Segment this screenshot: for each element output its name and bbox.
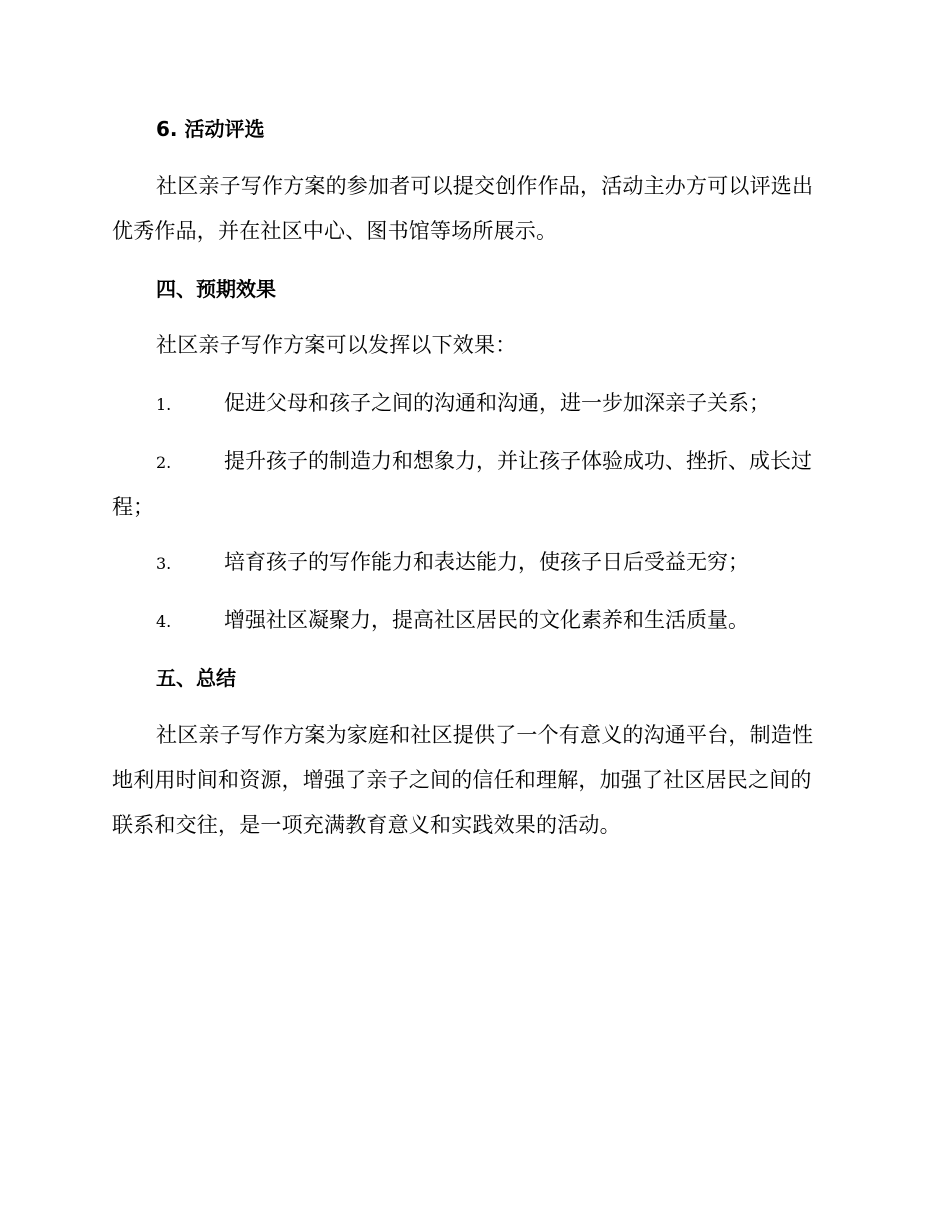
list-item-text: 培育孩子的写作能力和表达能力，使孩子日后受益无穷； [224, 550, 749, 574]
list-item-number: 4. [156, 612, 172, 631]
section-heading-expected-effects: 四、预期效果 [156, 277, 276, 301]
list-item [112, 381, 837, 427]
list-item-number: 1. [156, 395, 172, 414]
list-item-text: 提升孩子的制造力和想象力，并让孩子体验成功、挫折、成长过程； [112, 449, 812, 519]
paragraph-summary: 社区亲子写作方案为家庭和社区提供了一个有意义的沟通平台，制造性地利用时间和资源，增强了亲子之间的信任和理解，加强了社区居民之间的联系和交往，是一项充满教育意义和实践效果的活动。 [112, 723, 814, 837]
list-item-number: 3. [156, 554, 172, 573]
list-item [112, 598, 837, 644]
list-item [112, 540, 837, 586]
list-item-text: 促进父母和孩子之间的沟通和沟通，进一步加深亲子关系； [224, 391, 770, 415]
list-item-number: 2. [156, 453, 172, 472]
section-heading-summary: 五、总结 [156, 666, 236, 690]
list-item-text: 增强社区凝聚力，提高社区居民的文化素养和生活质量。 [224, 608, 749, 632]
paragraph-activity-selection: 社区亲子写作方案的参加者可以提交创作作品，活动主办方可以评选出优秀作品，并在社区中心、图书馆等场所展示。 [112, 174, 814, 243]
list-item [112, 439, 837, 530]
section-heading-activity-selection: 6. 活动评选 [156, 117, 265, 141]
paragraph-effects-intro: 社区亲子写作方案可以发挥以下效果： [156, 333, 517, 357]
